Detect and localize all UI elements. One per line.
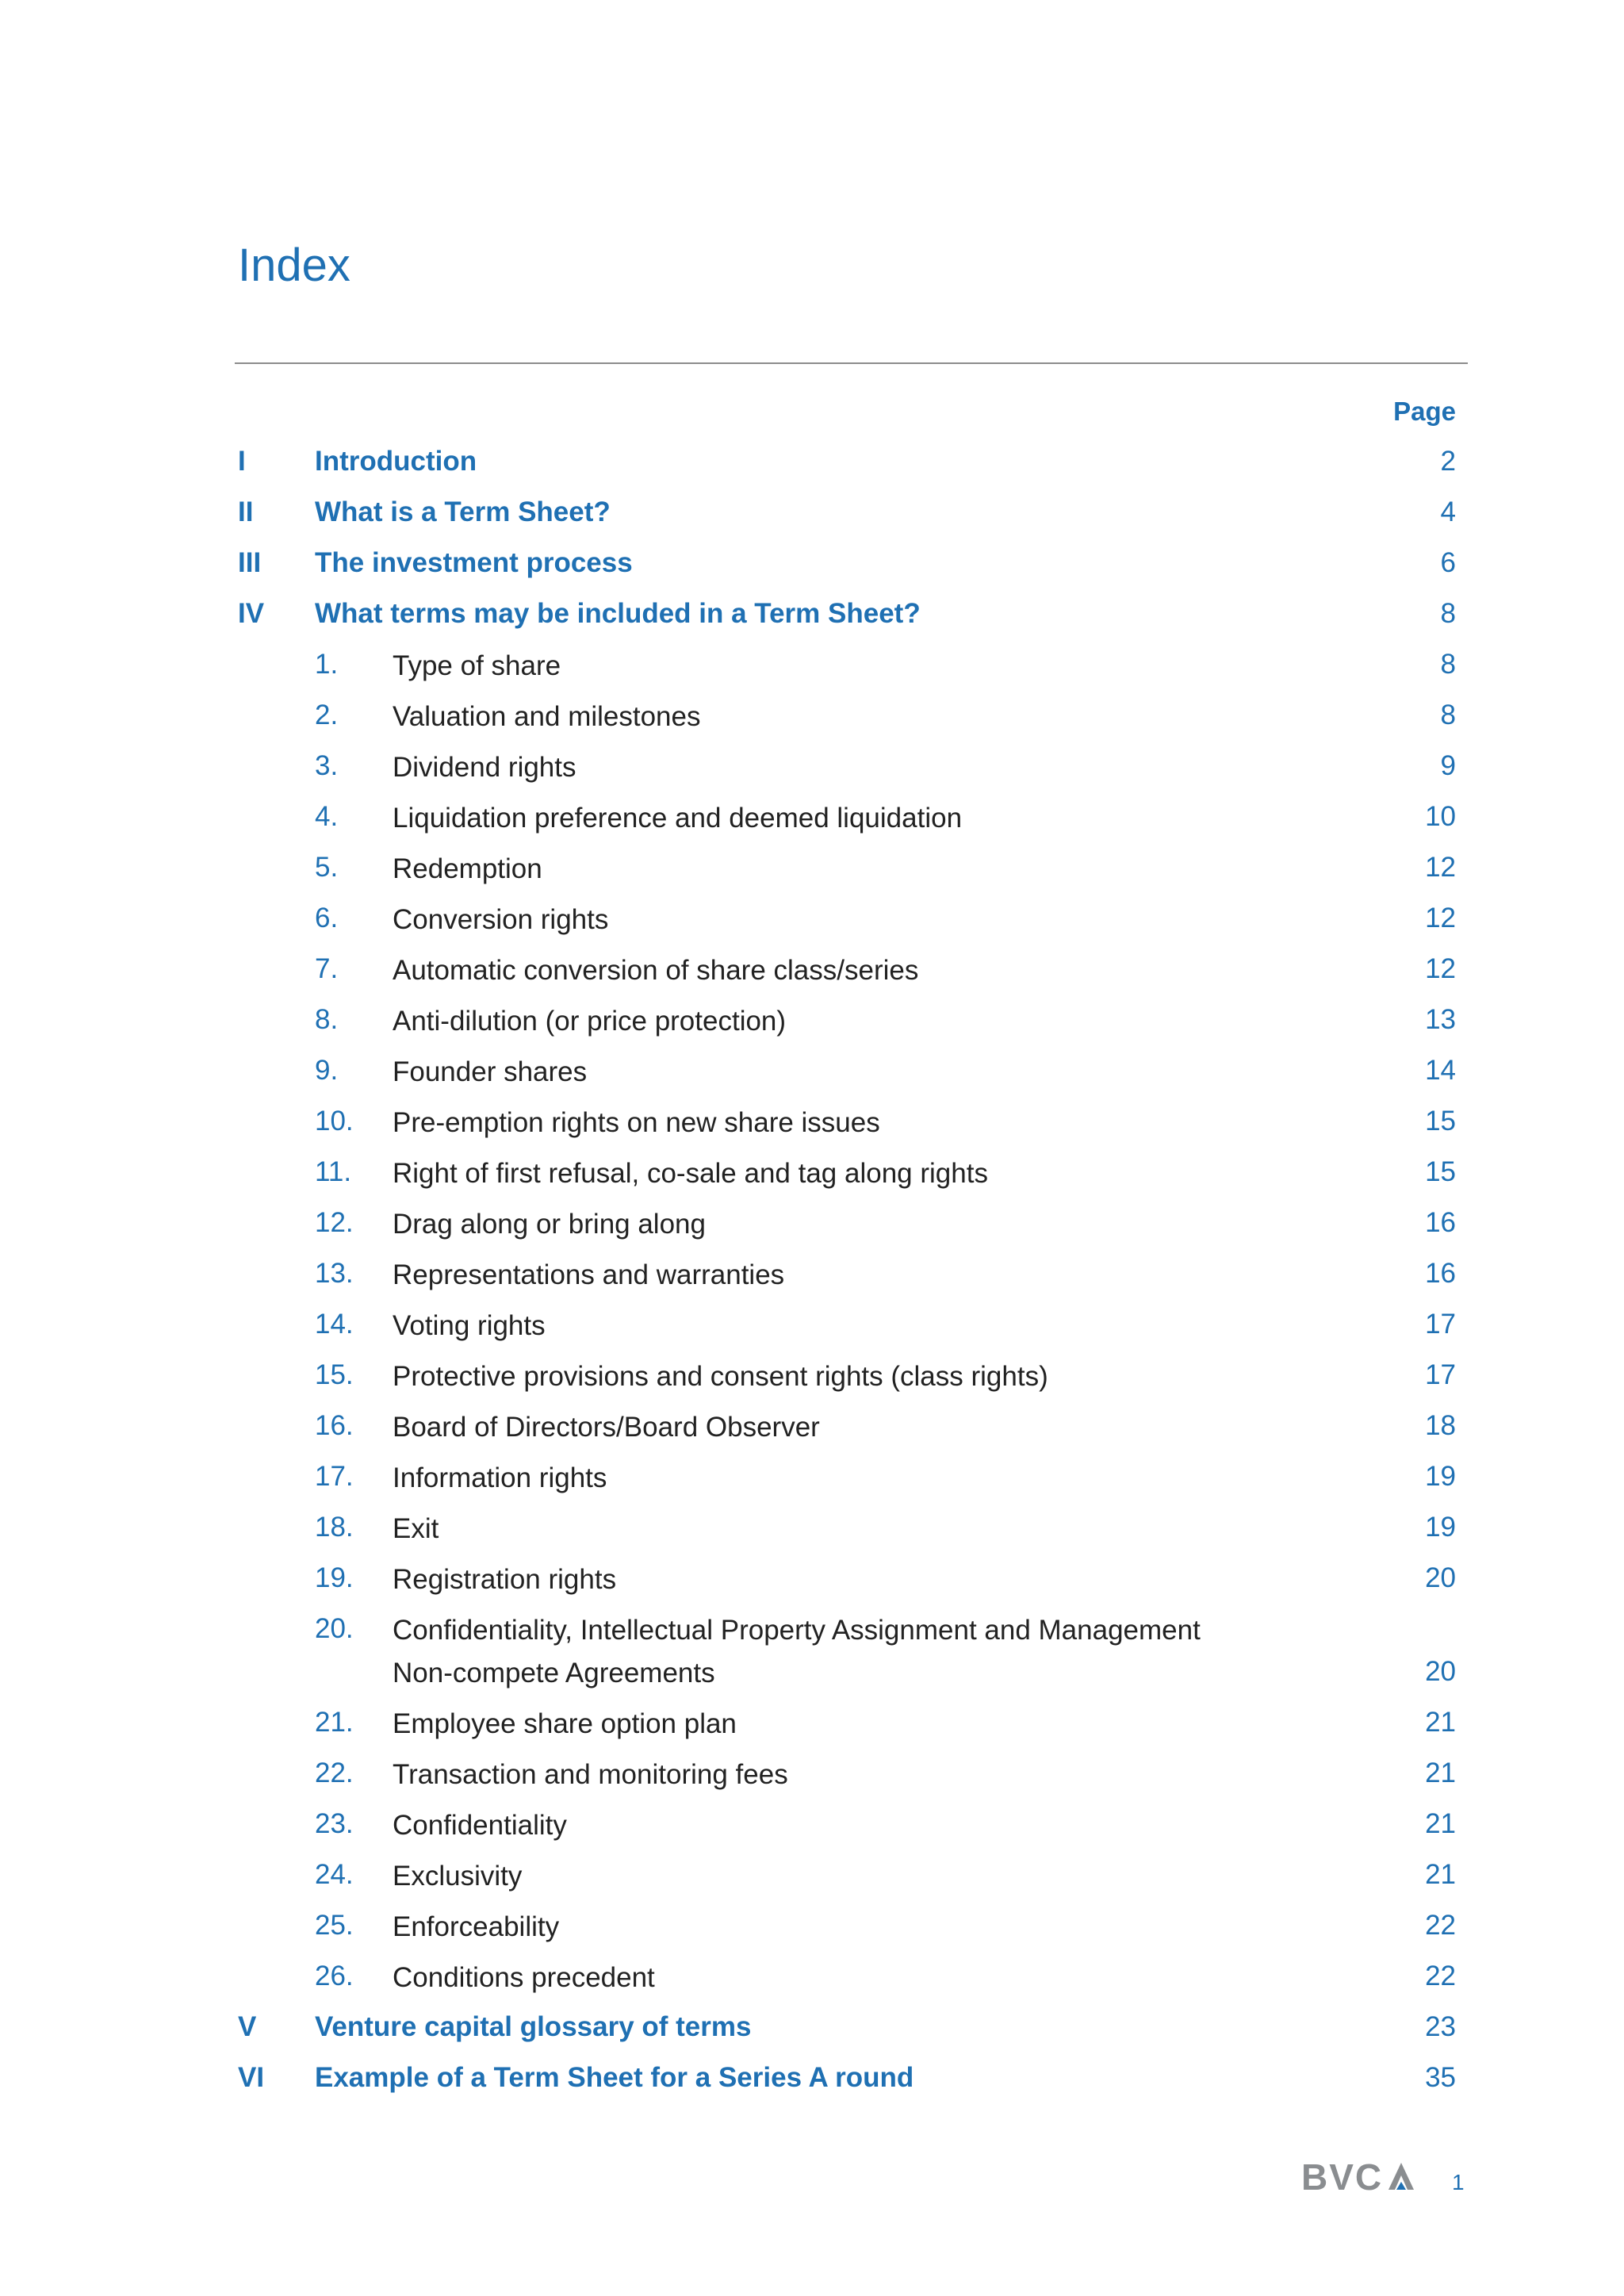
item-title[interactable]: Type of share bbox=[393, 650, 561, 681]
page-title: Index bbox=[238, 240, 350, 291]
section-page-number: 2 bbox=[1440, 446, 1456, 477]
toc-item-pre-emption-rights[interactable] bbox=[0, 1102, 1624, 1141]
item-title[interactable]: Redemption bbox=[393, 853, 542, 884]
item-page-number: 21 bbox=[1425, 1808, 1456, 1839]
item-page-number: 22 bbox=[1425, 1961, 1456, 1991]
item-number: 7. bbox=[315, 953, 339, 984]
section-title[interactable]: What terms may be included in a Term Sheet? bbox=[315, 598, 921, 629]
toc-item-confidentiality[interactable] bbox=[0, 1804, 1624, 1844]
item-title[interactable]: Exit bbox=[393, 1513, 439, 1544]
item-number: 12. bbox=[315, 1207, 354, 1238]
section-number: V bbox=[238, 2011, 257, 2042]
item-number: 5. bbox=[315, 852, 339, 883]
item-page-number: 8 bbox=[1440, 700, 1456, 730]
item-page-number: 20 bbox=[1425, 1656, 1456, 1687]
page-number: 1 bbox=[1452, 2170, 1465, 2194]
item-title[interactable]: Representations and warranties bbox=[393, 1259, 785, 1290]
item-page-number: 15 bbox=[1425, 1106, 1456, 1137]
item-number: 3. bbox=[315, 750, 339, 781]
item-page-number: 19 bbox=[1425, 1512, 1456, 1543]
item-page-number: 13 bbox=[1425, 1004, 1456, 1035]
item-page-number: 21 bbox=[1425, 1757, 1456, 1788]
item-title[interactable]: Anti-dilution (or price protection) bbox=[393, 1006, 787, 1037]
item-title[interactable]: Conditions precedent bbox=[393, 1962, 655, 1993]
item-title[interactable]: Confidentiality bbox=[393, 1810, 567, 1841]
toc-item-valuation[interactable] bbox=[0, 696, 1624, 735]
item-title[interactable]: Confidentiality, Intellectual Property Assignment and Management Non-compete Agreements bbox=[393, 1615, 1201, 1688]
item-title[interactable]: Valuation and milestones bbox=[393, 701, 701, 732]
section-page-number: 4 bbox=[1440, 496, 1456, 527]
item-title[interactable]: Drag along or bring along bbox=[393, 1209, 706, 1240]
item-number: 6. bbox=[315, 903, 339, 933]
section-number: VI bbox=[238, 2062, 265, 2093]
bvca-logo bbox=[1301, 2160, 1420, 2194]
item-title[interactable]: Exclusivity bbox=[393, 1861, 523, 1892]
item-page-number: 16 bbox=[1425, 1207, 1456, 1238]
toc-item-drag-along[interactable] bbox=[0, 1203, 1624, 1243]
item-title[interactable]: Dividend rights bbox=[393, 752, 576, 783]
item-number: 21. bbox=[315, 1707, 354, 1738]
section-number: IV bbox=[238, 598, 265, 629]
item-number: 9. bbox=[315, 1055, 339, 1086]
item-page-number: 17 bbox=[1425, 1359, 1456, 1390]
item-page-number: 16 bbox=[1425, 1258, 1456, 1289]
item-number: 20. bbox=[315, 1613, 354, 1644]
toc-section-glossary[interactable] bbox=[0, 2007, 1624, 2047]
section-page-number: 8 bbox=[1440, 598, 1456, 629]
item-number: 17. bbox=[315, 1461, 354, 1492]
toc-item-exclusivity[interactable] bbox=[0, 1855, 1624, 1895]
item-title[interactable]: Enforceability bbox=[393, 1911, 560, 1942]
section-page-number: 23 bbox=[1425, 2011, 1456, 2042]
item-title[interactable]: Conversion rights bbox=[393, 904, 609, 935]
item-page-number: 10 bbox=[1425, 801, 1456, 832]
item-page-number: 18 bbox=[1425, 1410, 1456, 1441]
item-number: 26. bbox=[315, 1961, 354, 1991]
toc-item-conditions-precedent[interactable] bbox=[0, 1957, 1624, 1996]
item-number: 10. bbox=[315, 1106, 354, 1137]
item-number: 11. bbox=[315, 1156, 352, 1187]
item-title[interactable]: Automatic conversion of share class/series bbox=[393, 955, 919, 986]
item-number: 16. bbox=[315, 1410, 354, 1441]
item-page-number: 12 bbox=[1425, 953, 1456, 984]
page-column-header: Page bbox=[1393, 397, 1456, 426]
section-title[interactable]: Venture capital glossary of terms bbox=[315, 2011, 752, 2042]
item-page-number: 15 bbox=[1425, 1156, 1456, 1187]
item-number: 13. bbox=[315, 1258, 354, 1289]
section-title[interactable]: The investment process bbox=[315, 547, 633, 578]
item-page-number: 21 bbox=[1425, 1707, 1456, 1738]
toc-section-terms[interactable] bbox=[0, 594, 1624, 634]
section-title[interactable]: What is a Term Sheet? bbox=[315, 496, 611, 527]
item-title[interactable]: Founder shares bbox=[393, 1056, 588, 1087]
item-number: 19. bbox=[315, 1562, 354, 1593]
item-page-number: 17 bbox=[1425, 1309, 1456, 1340]
item-number: 1. bbox=[315, 649, 339, 680]
section-page-number: 35 bbox=[1425, 2062, 1456, 2093]
item-title[interactable]: Protective provisions and consent rights (class rights) bbox=[393, 1361, 1048, 1392]
item-title[interactable]: Voting rights bbox=[393, 1310, 546, 1341]
section-number: II bbox=[238, 496, 254, 527]
item-number: 15. bbox=[315, 1359, 354, 1390]
toc-item-voting-rights[interactable] bbox=[0, 1305, 1624, 1344]
item-page-number: 20 bbox=[1425, 1562, 1456, 1593]
item-page-number: 22 bbox=[1425, 1910, 1456, 1941]
toc-item-registration-rights[interactable] bbox=[0, 1558, 1624, 1598]
item-number: 2. bbox=[315, 700, 339, 730]
item-title[interactable]: Registration rights bbox=[393, 1564, 617, 1595]
toc-item-type-of-share[interactable] bbox=[0, 645, 1624, 684]
item-title[interactable]: Board of Directors/Board Observer bbox=[393, 1412, 820, 1443]
item-number: 23. bbox=[315, 1808, 354, 1839]
item-number: 4. bbox=[315, 801, 339, 832]
toc-item-information-rights[interactable] bbox=[0, 1457, 1624, 1497]
toc-item-enforceability[interactable] bbox=[0, 1906, 1624, 1945]
item-number: 25. bbox=[315, 1910, 354, 1941]
item-number: 24. bbox=[315, 1859, 354, 1890]
item-title[interactable]: Information rights bbox=[393, 1462, 607, 1493]
toc-section-investment-process[interactable] bbox=[0, 543, 1624, 583]
toc-item-liquidation-preference[interactable] bbox=[0, 797, 1624, 837]
item-title[interactable]: Employee share option plan bbox=[393, 1708, 737, 1739]
item-number: 8. bbox=[315, 1004, 339, 1035]
item-title[interactable]: Transaction and monitoring fees bbox=[393, 1759, 788, 1790]
item-page-number: 8 bbox=[1440, 649, 1456, 680]
toc-item-dividend-rights[interactable] bbox=[0, 746, 1624, 786]
item-title[interactable]: Right of first refusal, co-sale and tag along rights bbox=[393, 1158, 988, 1189]
section-number: III bbox=[238, 547, 262, 578]
toc-item-anti-dilution[interactable] bbox=[0, 1000, 1624, 1040]
toc-item-confidentiality-ip-non-compete[interactable] bbox=[0, 1609, 1624, 1692]
item-title[interactable]: Pre-emption rights on new share issues bbox=[393, 1107, 880, 1138]
item-page-number: 19 bbox=[1425, 1461, 1456, 1492]
item-number: 22. bbox=[315, 1757, 354, 1788]
toc-item-founder-shares[interactable] bbox=[0, 1051, 1624, 1091]
item-number: 14. bbox=[315, 1309, 354, 1340]
toc-item-transaction-fees[interactable] bbox=[0, 1754, 1624, 1793]
toc-item-right-of-first-refusal[interactable] bbox=[0, 1152, 1624, 1192]
svg-text:BVC: BVC bbox=[1301, 2160, 1384, 2194]
section-title[interactable]: Introduction bbox=[315, 446, 477, 477]
item-number: 18. bbox=[315, 1512, 354, 1543]
item-page-number: 12 bbox=[1425, 903, 1456, 933]
section-title[interactable]: Example of a Term Sheet for a Series A round bbox=[315, 2062, 914, 2093]
toc-item-automatic-conversion[interactable] bbox=[0, 949, 1624, 989]
item-page-number: 9 bbox=[1440, 750, 1456, 781]
toc-section-introduction[interactable] bbox=[0, 442, 1624, 481]
toc-item-board-of-directors[interactable] bbox=[0, 1406, 1624, 1446]
toc-section-what-is-a-term-sheet[interactable] bbox=[0, 493, 1624, 532]
item-page-number: 12 bbox=[1425, 852, 1456, 883]
toc-item-redemption[interactable] bbox=[0, 848, 1624, 887]
item-title[interactable]: Liquidation preference and deemed liquidation bbox=[393, 803, 963, 834]
toc-item-representations[interactable] bbox=[0, 1254, 1624, 1294]
toc-item-exit[interactable] bbox=[0, 1508, 1624, 1547]
item-page-number: 14 bbox=[1425, 1055, 1456, 1086]
toc-item-employee-share-option-plan[interactable] bbox=[0, 1703, 1624, 1742]
section-page-number: 6 bbox=[1440, 547, 1456, 578]
toc-item-protective-provisions[interactable] bbox=[0, 1355, 1624, 1395]
item-page-number: 21 bbox=[1425, 1859, 1456, 1890]
toc-section-example-term-sheet[interactable] bbox=[0, 2058, 1624, 2098]
toc-item-conversion-rights[interactable] bbox=[0, 899, 1624, 938]
section-number: I bbox=[238, 446, 246, 477]
